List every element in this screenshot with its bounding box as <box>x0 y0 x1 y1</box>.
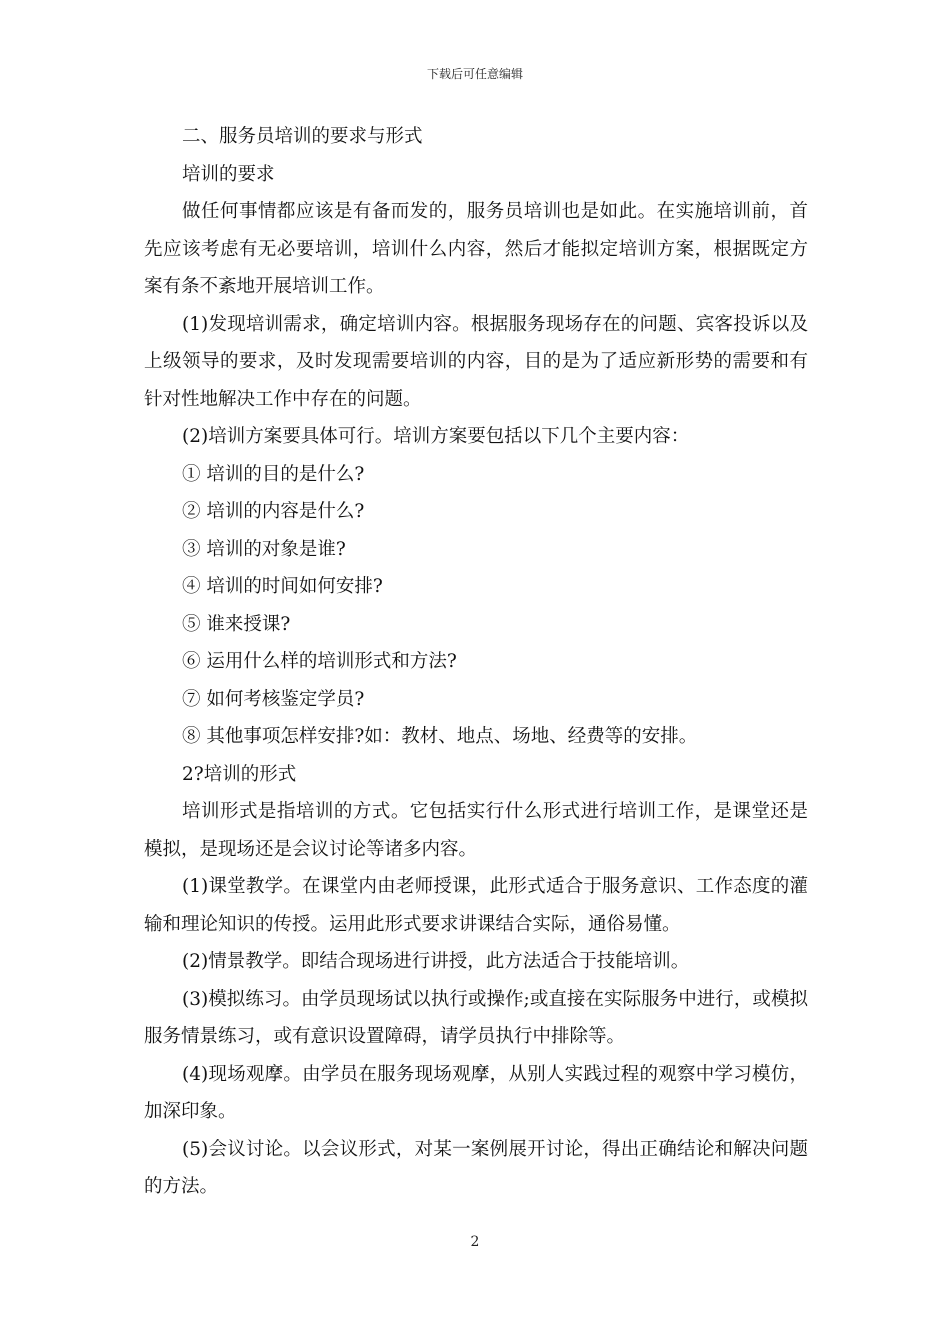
subsection-heading-requirements: 培训的要求 <box>182 163 275 185</box>
document-body <box>144 118 808 1206</box>
list-item: ⑧ 其他事项怎样安排?如：教材、地点、场地、经费等的安排。 <box>182 726 698 747</box>
list-item: ③ 培训的对象是谁? <box>182 538 346 560</box>
list-item: ⑥ 运用什么样的培训形式和方法? <box>182 651 457 672</box>
list-item: ① 培训的目的是什么? <box>182 463 365 485</box>
paragraph: (2)情景教学。即结合现场进行讲授，此方法适合于技能培训。 <box>182 951 690 972</box>
paragraph: (5)会议讨论。以会议形式，对某一案例展开讨论，得出正确结论和解决问题的方法。 <box>144 1138 808 1197</box>
paragraph: (4)现场观摩。由学员在服务现场观摩，从别人实践过程的观察中学习模仿，加深印象。 <box>144 1063 808 1122</box>
paragraph: (3)模拟练习。由学员现场试以执行或操作;或直接在实际服务中进行，或模拟服务情景练习，或有意识设置障碍，请学员执行中排除等。 <box>144 988 808 1047</box>
section-heading: 二、服务员培训的要求与形式 <box>182 126 423 147</box>
list-item: ④ 培训的时间如何安排? <box>182 576 383 597</box>
page-number: 2 <box>470 1234 480 1250</box>
paragraph: (1)发现培训需求，确定培训内容。根据服务现场存在的问题、宾客投诉以及上级领导的要求，及时发现需要培训的内容，目的是为了适应新形势的需要和有针对性地解决工作中存在的问题。 <box>144 313 808 410</box>
paragraph: (1)课堂教学。在课堂内由老师授课，此形式适合于服务意识、工作态度的灌输和理论知识的传授。运用此形式要求讲课结合实际，通俗易懂。 <box>144 876 808 935</box>
paragraph: 做任何事情都应该是有备而发的，服务员培训也是如此。在实施培训前，首先应该考虑有无必要培训，培训什么内容，然后才能拟定培训方案，根据既定方案有条不紊地开展培训工作。 <box>144 201 808 297</box>
list-item: ⑤ 谁来授课? <box>182 613 291 635</box>
paragraph: 培训形式是指培训的方式。它包括实行什么形式进行培训工作，是课堂还是模拟，是现场还是会议讨论等诸多内容。 <box>144 801 808 860</box>
paragraph: (2)培训方案要具体可行。培训方案要包括以下几个主要内容： <box>182 426 690 447</box>
page-header: 下载后可任意编辑 <box>426 67 523 81</box>
subsection-heading-forms: 2?培训的形式 <box>182 763 297 785</box>
list-item: ② 培训的内容是什么? <box>182 501 365 522</box>
list-item: ⑦ 如何考核鉴定学员? <box>182 688 365 710</box>
